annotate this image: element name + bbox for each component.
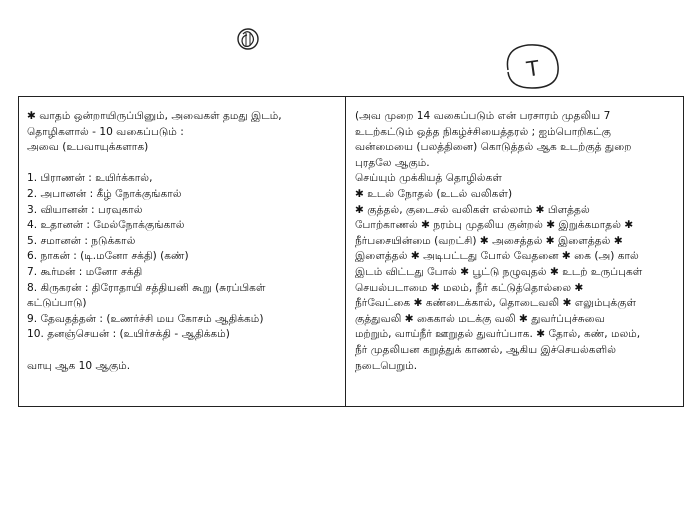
right-line: வன்மையை (பலத்தினை) கொடுத்தல் ஆக உடற்குத் துறை (355, 141, 632, 154)
list-item: 9. தேவதத்தன் : (உணர்ச்சி மய கோசம் ஆதிக்கம்) (27, 312, 264, 325)
right-line: இடம் விட்டது போல் ✱ பூட்டு நழுவுதல் ✱ உடற் உருப்புகள் (355, 265, 643, 278)
right-line: (அவ முறை 14 வகைப்படும் என் பரசாரம் முதலிய 7 (355, 110, 611, 122)
list-item: 4. உதானன் : மேல்நோக்குங்கால் (27, 219, 185, 232)
circled-mark-letter: T (524, 54, 542, 82)
right-line: செயல்படாமை ✱ மலம், நீர் கட்டுத்தொல்லை ✱ (355, 281, 584, 294)
right-line: நீர்பசையின்மை (வறட்சி) ✱ அசைத்தல் ✱ இளைத்தல் ✱ (355, 234, 623, 247)
right-line: நீர்வேட்கை ✱ கண்டைக்கால், தொடைவலி ✱ எலும்புக்குள் (355, 297, 637, 310)
left-intro-line-2: தொழிகளால் - 10 வகைப்படும் : (27, 125, 184, 138)
content-table (18, 96, 684, 407)
list-item: 1. பிராணன் : உயிர்க்கால், (27, 172, 153, 185)
list-item: 2. அபானன் : கீழ் நோக்குங்கால் (27, 187, 182, 200)
right-line: குத்துவலி ✱ கைகால் மடக்கு வலி ✱ துவர்ப்புச்சுவை (355, 312, 605, 325)
right-line: நீர் முதலியன கறுத்துக் காணல், ஆகிய இச்செயல்களில் (355, 343, 617, 356)
right-line: ✱ உடல் நோதல் (உடல் வலிகள்) (355, 187, 513, 200)
list-item: 8. கிருகரன் : திரோதாயி சத்தியனி கூறு (சுரப்பிகள் (27, 281, 266, 294)
scribble-mark (234, 26, 262, 52)
right-line: இளைத்தல் ✱ அடிபட்டது போல் வேதனை ✱ கை (அ) கால் (355, 250, 639, 263)
right-line: ✱ குத்தல், குடைசல் வலிகள் எல்லாம் ✱ பிளத்தல் (355, 203, 590, 216)
list-item: கட்டுப்பாடு) (27, 297, 87, 310)
list-item: 3. வியானன் : பரவுகால் (27, 203, 143, 216)
right-line: உடற்கட்டும் ஒத்த நிகழ்ச்சியைத்தரல் ; ஐம்பொறிகட்கு (355, 125, 611, 138)
left-column (27, 109, 339, 374)
spacer (27, 156, 339, 172)
circled-mark (498, 40, 564, 92)
left-intro-line-1: ✱ வாதம் ஒன்றாயிருப்பினும், அவைகள் தமது இடம், (27, 110, 282, 122)
left-closing-line: வாயு ஆக 10 ஆகும். (27, 359, 131, 372)
right-line: செய்யும் முக்கியத் தொழில்கள் (355, 172, 502, 185)
right-line: நடைபெறும். (355, 359, 418, 372)
list-item: 6. நாகன் : (டி.மனோ சக்தி) (கண்) (27, 250, 189, 263)
list-item: 10. தனஞ்செயன் : (உயிர்சக்தி - ஆதிக்கம்) (27, 328, 230, 341)
list-item: 7. கூர்மன் : மனோ சக்தி (27, 265, 143, 278)
right-line: புரதலே ஆகும். (355, 156, 430, 169)
right-line: மற்றும், வாய்நீர் ஊறுதல் துவர்ப்பாக. ✱ தோல், கண், மலம், (355, 328, 641, 341)
right-line: போற்காணல் ✱ நரம்பு முதலிய குன்றல் ✱ இறுக்கமாதல் ✱ (355, 219, 634, 232)
column-divider (345, 97, 346, 406)
spacer (27, 343, 339, 359)
right-column (355, 109, 677, 374)
left-intro-line-3: அவை (உபவாயுக்களாக) (27, 141, 149, 154)
list-item: 5. சமானன் : நடுக்கால் (27, 234, 136, 247)
